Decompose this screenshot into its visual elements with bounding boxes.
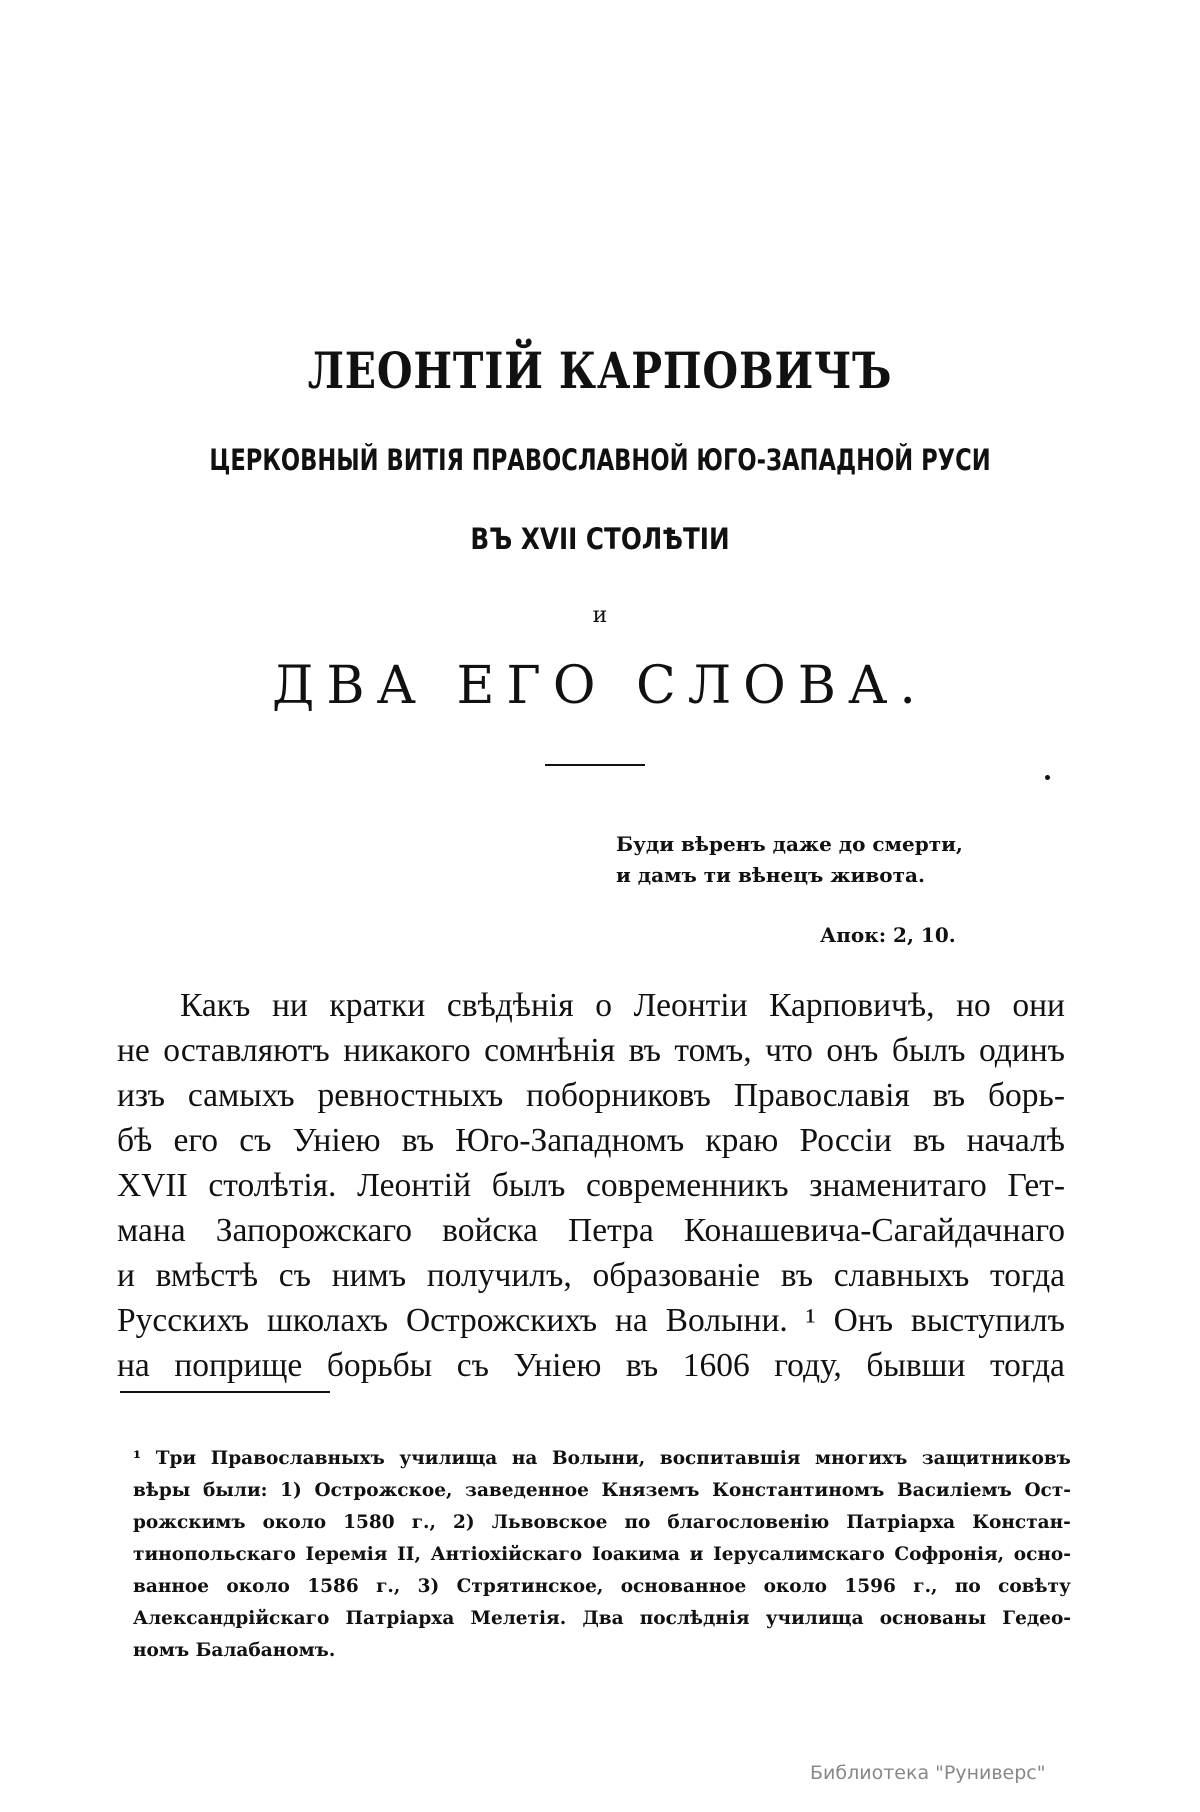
footnote-line: тинопольскаго Іеремія II, Антіохійскаго Іоакима и Іерусалимскаго Софронія, осно- [133,1544,1071,1565]
epigraph-line-2: и дамъ ти вѣнецъ живота. [616,863,925,887]
page-title: ЛЕОНТІЙ КАРПОВИЧЪ [307,341,893,400]
footnote-separator [120,1391,330,1393]
footnote-line: Александрійскаго Патріарха Мелетія. Два послѣднія училища основаны Гедео- [133,1608,1071,1629]
body-line: Русскихъ школахъ Острожскихъ на Волыни. ¹ Онъ выступилъ [117,1302,1065,1339]
subtitle-line-2: ВЪ XVII СТОЛѢТІИ [470,522,730,556]
body-line: на поприще борьбы съ Уніею въ 1606 году, бывши тогда [117,1347,1065,1384]
body-line: изъ самыхъ ревностныхъ поборниковъ Православія въ борь- [117,1077,1065,1114]
title-conjunction: и [592,603,608,628]
body-paragraph [117,983,1065,1388]
body-line: не оставляютъ никакого сомнѣнія въ томъ, что онъ былъ одинъ [117,1032,1065,1069]
epigraph [616,829,996,891]
stray-dot [1045,775,1050,780]
footnote-line: рожскимъ около 1580 г., 2) Львовское по благословенію Патріарха Констан- [133,1512,1071,1533]
body-line: Какъ ни кратки свѣдѣнія о Леонтіи Карповичѣ, но они [180,987,1065,1024]
body-line: XVII столѣтія. Леонтій былъ современникъ знаменитаго Гет- [117,1167,1065,1204]
title-divider [545,764,645,766]
epigraph-reference: Апок: 2, 10. [820,923,956,947]
footnote-line: ¹ Три Православныхъ училища на Волыни, воспитавшія многихъ защитниковъ [133,1448,1071,1469]
body-line: и вмѣстѣ съ нимъ получилъ, образованіе въ славныхъ тогда [117,1257,1065,1294]
footnote-line: вѣры были: 1) Острожское, заведенное Княземъ Константиномъ Василіемъ Ост- [133,1480,1071,1501]
body-line: мана Запорожскаго войска Петра Конашевича-Сагайдачнаго [117,1212,1065,1249]
footnote [133,1443,1071,1667]
footnote-line: номъ Балабаномъ. [133,1640,336,1661]
subtitle-line-1: ЦЕРКОВНЫЙ ВИТІЯ ПРАВОСЛАВНОЙ ЮГО-ЗАПАДНОЙ РУСИ [209,443,991,477]
library-watermark: Библиотека "Руниверс" [810,1762,1046,1784]
epigraph-line-1: Буди вѣренъ даже до смерти, [616,832,963,856]
second-title: ДВА ЕГО СЛОВА. [272,656,928,716]
body-line: бѣ его съ Уніею въ Юго-Западномъ краю Россіи въ началѣ [117,1122,1065,1159]
footnote-line: ванное около 1586 г., 3) Стрятинское, основанное около 1596 г., по совѣту [133,1576,1071,1597]
